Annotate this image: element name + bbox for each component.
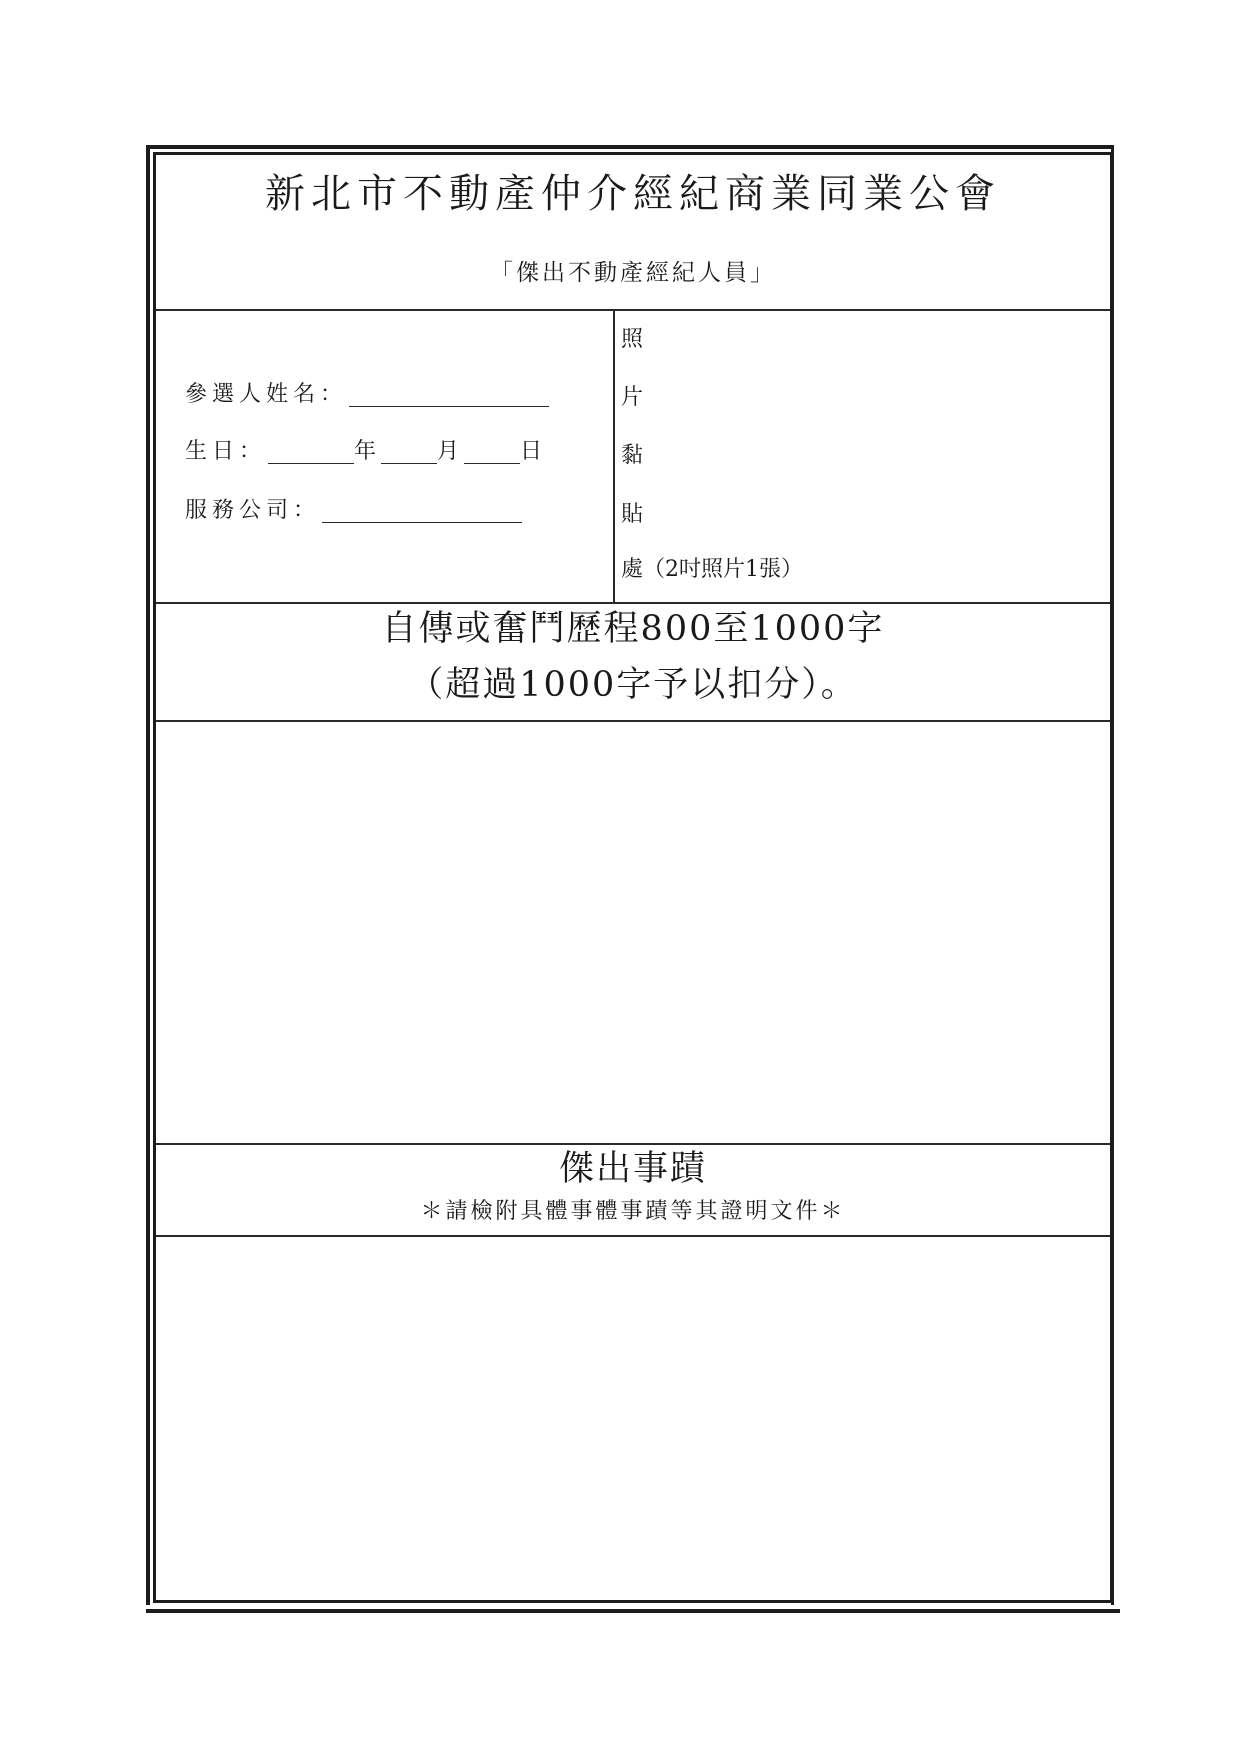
divider-autobiography (156, 1143, 1110, 1145)
birthday-month-input[interactable] (381, 439, 437, 464)
photo-label-line-4: 貼 (621, 502, 644, 527)
company-label: 服務公司： (185, 498, 321, 523)
birthday-day-unit: 日 (520, 439, 548, 464)
birthday-year-unit: 年 (354, 439, 382, 464)
autobiography-heading-line-2: （超過1000字予以扣分）。 (408, 665, 858, 705)
name-field-row (185, 380, 549, 410)
bottom-rule (146, 1609, 1120, 1613)
form-subtitle: 「傑出不動產經紀人員」 (490, 260, 776, 286)
autobiography-textarea[interactable] (156, 724, 1114, 1144)
achievements-note: ＊請檢附具體事體事蹟等其證明文件＊ (420, 1199, 846, 1224)
company-field-row (185, 496, 522, 526)
form-title: 新北市不動產仲介經紀商業同業公會 (265, 171, 1001, 217)
achievements-textarea[interactable] (156, 1239, 1114, 1603)
divider-autobiography-heading (156, 720, 1110, 722)
divider-info (156, 602, 1110, 604)
name-input[interactable] (349, 382, 549, 407)
birthday-day-input[interactable] (464, 439, 520, 464)
photo-label-line-1: 照 (621, 327, 644, 352)
birthday-field-row (185, 437, 547, 467)
birthday-year-input[interactable] (268, 439, 354, 464)
company-input[interactable] (322, 498, 522, 523)
achievements-heading: 傑出事蹟 (558, 1149, 707, 1189)
photo-label-line-5: 處（2吋照片1張） (621, 557, 803, 582)
photo-label-line-2: 片 (621, 385, 644, 410)
autobiography-heading-line-1: 自傳或奮鬥歷程800至1000字 (381, 609, 885, 649)
photo-label-line-3: 黏 (621, 443, 644, 468)
birthday-label: 生日： (185, 439, 267, 464)
name-label: 參選人姓名： (185, 382, 348, 407)
divider-achievements-heading (156, 1235, 1110, 1237)
birthday-month-unit: 月 (437, 439, 465, 464)
